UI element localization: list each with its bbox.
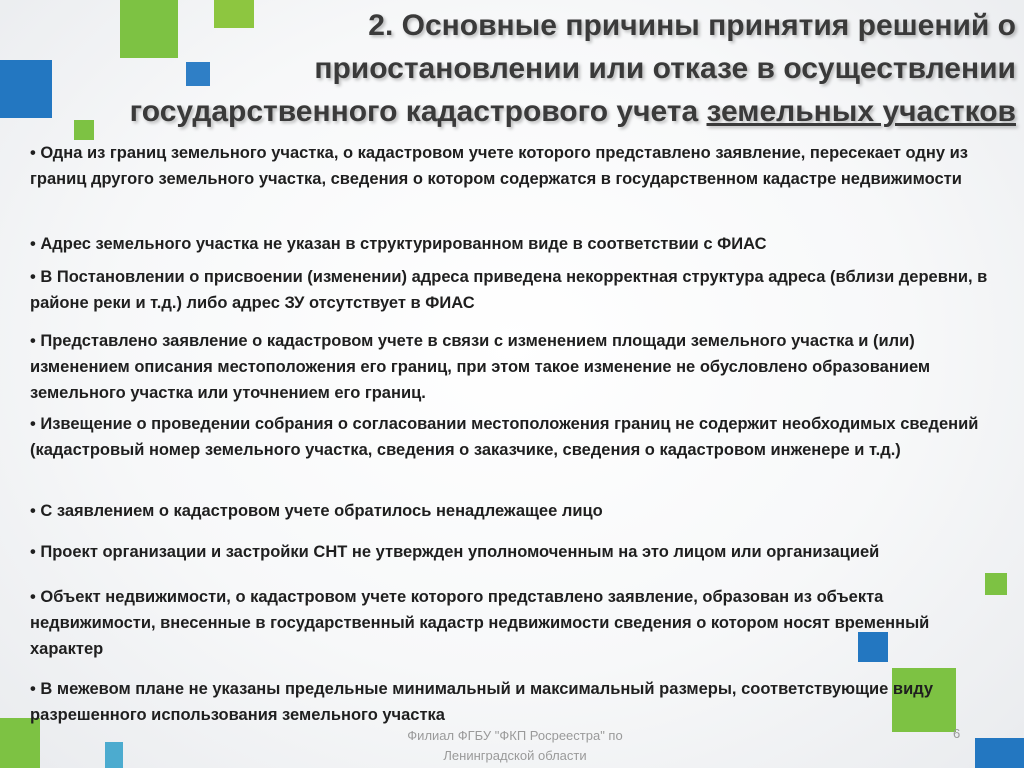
bullet-item: • Извещение о проведении собрания о согласовании местоположения границ не содержит необходимых сведений (кадастровый номер земельного участка, сведения о заказчике, сведения о кадастровом инженере и т.д.): [30, 415, 979, 459]
bullet-item: • Представлено заявление о кадастровом учете в связи с изменением площади земельного участка и (или) изменением описания местоположения его границ, при этом такое изменение не обусловлено образованием земельного участка или уточнением его границ.: [30, 332, 931, 402]
bullet-item: • Одна из границ земельного участка, о кадастровом учете которого представлено заявление, пересекает одну из границ другого земельного участка, сведения о котором содержатся в государственном кадастре недвижимости: [30, 144, 968, 188]
decor-square: [975, 738, 1024, 768]
bullet-item: • В Постановлении о присвоении (изменении) адреса приведена некорректная структура адреса (вблизи деревни, в районе реки и т.д.) либо адрес ЗУ отсутствует в ФИАС: [30, 268, 988, 312]
decor-square: [0, 60, 52, 118]
footer-line-1: Филиал ФГБУ "ФКП Росреестра" по: [407, 728, 623, 743]
decor-square: [105, 742, 123, 768]
footer-line-2: Ленинградской области: [443, 748, 587, 763]
title-line-1: 2. Основные причины принятия решений о: [368, 9, 1016, 42]
title-line-3-underlined: земельных участков: [706, 95, 1016, 128]
bullet-item: • В межевом плане не указаны предельные минимальный и максимальный размеры, соответствующие виду разрешенного использования земельного участка: [30, 680, 934, 724]
title-line-2: приостановлении или отказе в осуществлении: [314, 52, 1016, 85]
bullet-item: • Проект организации и застройки СНТ не утвержден уполномоченным на это лицом или организацией: [30, 543, 880, 561]
slide-title: [76, 4, 1016, 133]
footer: [360, 726, 670, 766]
bullet-item: • Адрес земельного участка не указан в структурированном виде в соответствии с ФИАС: [30, 235, 767, 253]
bullet-item: • Объект недвижимости, о кадастровом учете которого представлено заявление, образован из объекта недвижимости, внесенные в государственный кадастр недвижимости сведения о котором носят временный характер: [30, 588, 930, 658]
page-number: 6: [953, 726, 961, 741]
bullet-item: • С заявлением о кадастровом учете обратилось ненадлежащее лицо: [30, 502, 603, 520]
title-line-3-start: государственного кадастрового учета: [129, 95, 707, 128]
title-line-3: [76, 90, 1016, 133]
